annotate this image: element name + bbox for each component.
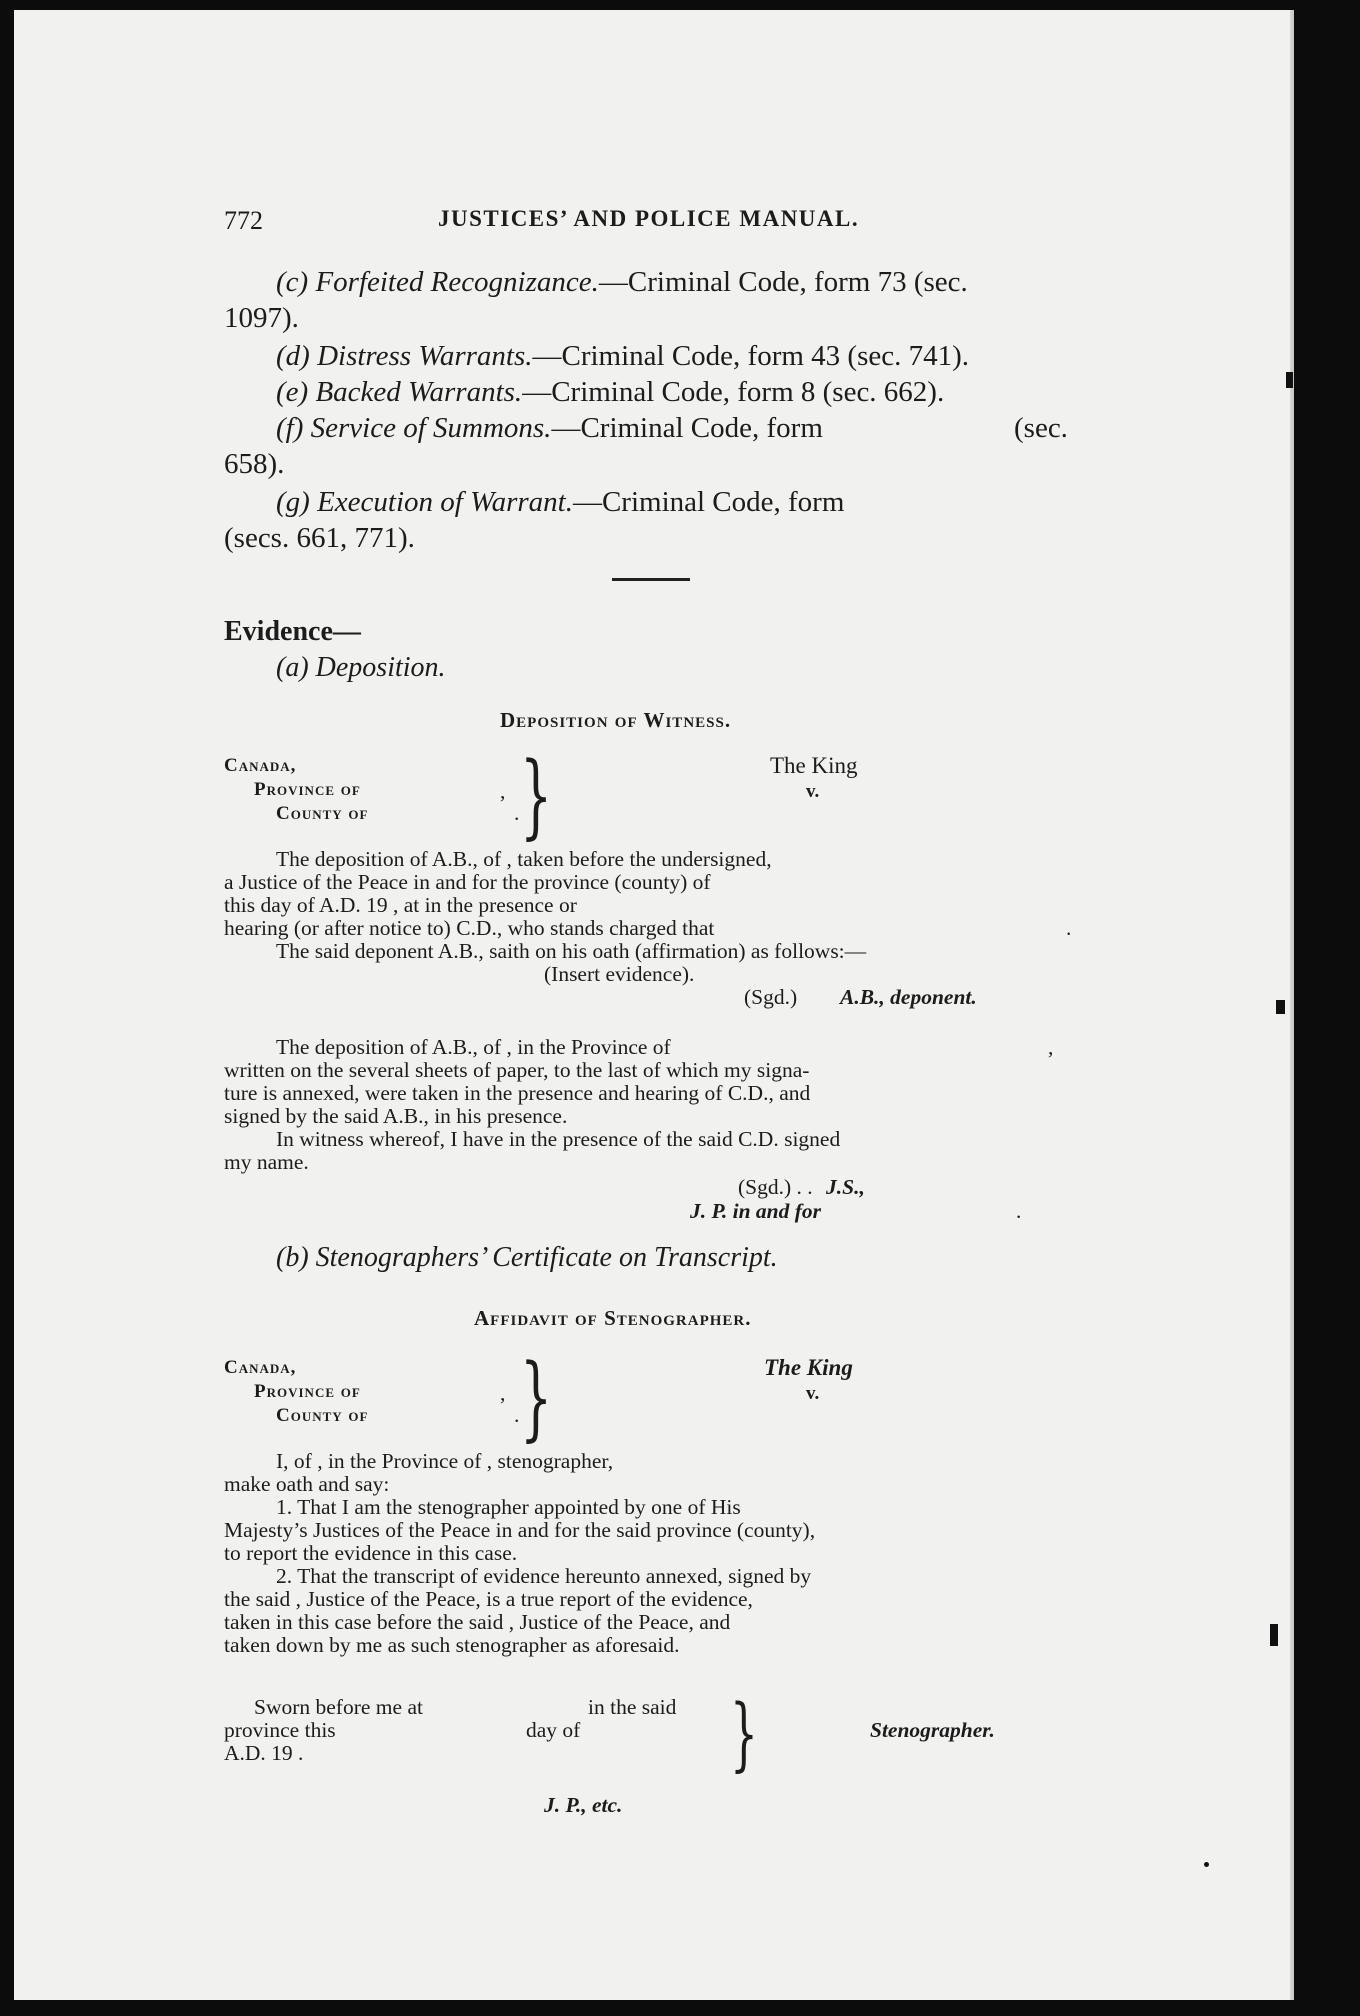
case-versus: v. [806,1383,820,1404]
venue-province: Province of [254,1381,361,1402]
jurat-line: A.D. 19 . [224,1741,304,1765]
form-title: Backed Warrants. [315,376,523,408]
sub-b: (b) Stenographers’ Certificate on Transcript. [276,1242,778,1273]
deposition-line: hearing (or after notice to) C.D., who stands charged that [224,916,715,940]
affidavit-line: make oath and say: [224,1472,390,1496]
justice-signature: J.S., [826,1175,865,1199]
form-c-continued: 1097). [224,302,299,334]
jurat-line: in the said [588,1695,677,1719]
form-e: (e) Backed Warrants.—Criminal Code, form 8 (sec. 662). [276,376,945,408]
ink-mark [1204,1862,1209,1867]
insert-evidence: (Insert evidence). [544,962,695,986]
ink-mark [1286,372,1293,388]
affidavit-line: I, of , in the Province of , stenographer, [276,1449,614,1473]
certificate-line: In witness whereof, I have in the presence of the said C.D. signed [276,1127,841,1151]
certificate-comma: , [1048,1035,1054,1059]
jurat-line: day of [526,1718,581,1742]
deposition-line: this day of A.D. 19 , at in the presence or [224,893,577,917]
venue-brace: } [520,1344,553,1451]
affidavit-line: Majesty’s Justices of the Peace in and for the said province (county), [224,1518,816,1542]
affidavit-line: to report the evidence in this case. [224,1541,518,1565]
venue-period: . [514,801,520,825]
venue-period: . [514,1403,520,1427]
ink-mark [1276,1000,1285,1014]
affidavit-line: the said , Justice of the Peace, is a true report of the evidence, [224,1587,753,1611]
form-title: Service of Summons. [310,412,552,444]
venue-comma: , [500,779,506,803]
venue-canada: Canada, [224,1357,297,1378]
affidavit-line: 1. That I am the stenographer appointed by one of His [276,1495,741,1519]
stenographer-signature: Stenographer. [870,1718,995,1742]
form-d: (d) Distress Warrants.—Criminal Code, form 43 (sec. 741). [276,340,970,372]
deposition-line: The said deponent A.B., saith on his oath (affirmation) as follows:— [276,939,867,963]
form-f: (f) Service of Summons.—Criminal Code, form [276,412,823,444]
jurat-brace: } [730,1687,758,1780]
affidavit-line: 2. That the transcript of evidence hereunto annexed, signed by [276,1564,812,1588]
deponent-signature: A.B., deponent. [840,985,977,1009]
page-number: 772 [224,206,263,235]
form-title: Execution of Warrant. [317,486,573,518]
certificate-line: The deposition of A.B., of , in the Province of [276,1035,671,1059]
page-edge [1290,10,1294,2000]
form-c: (c) Forfeited Recognizance.—Criminal Code, form 73 (sec. [276,266,968,298]
form-g-continued: (secs. 661, 771). [224,522,415,554]
certificate-line: my name. [224,1150,309,1174]
evidence-heading: Evidence— [224,616,361,647]
case-versus: v. [806,781,820,802]
venue-brace: } [520,742,553,849]
venue-canada: Canada, [224,755,297,776]
form-g: (g) Execution of Warrant.—Criminal Code, form [276,486,845,518]
running-title: JUSTICES’ AND POLICE MANUAL. [438,206,860,231]
jp-signature: J. P., etc. [544,1793,623,1817]
case-title: The King [764,1355,853,1380]
justice-period: . [1016,1199,1022,1223]
form-f-sec: (sec. [1014,412,1068,444]
affidavit-title: Affidavit of Stenographer. [474,1306,752,1330]
sub-a: (a) Deposition. [276,652,446,683]
venue-province: Province of [254,779,361,800]
affidavit-line: taken down by me as such stenographer as aforesaid. [224,1633,680,1657]
venue-county: County of [276,803,369,824]
justice-jurisdiction: J. P. in and for [690,1199,822,1223]
deposition-period: . [1066,916,1072,940]
form-title: Forfeited Recognizance. [315,266,599,298]
certificate-line: written on the several sheets of paper, to the last of which my signa- [224,1058,810,1082]
jurat-line: Sworn before me at [254,1695,423,1719]
case-title: The King [770,753,858,778]
section-divider [612,578,690,581]
deposition-line: The deposition of A.B., of , taken before the undersigned, [276,847,772,871]
certificate-line: ture is annexed, were taken in the presence and hearing of C.D., and [224,1081,811,1105]
form-f-continued: 658). [224,448,285,480]
affidavit-line: taken in this case before the said , Justice of the Peace, and [224,1610,731,1634]
signed-label: (Sgd.) . . [738,1175,813,1199]
form-title: Distress Warrants. [317,340,533,372]
venue-county: County of [276,1405,369,1426]
certificate-line: signed by the said A.B., in his presence. [224,1104,568,1128]
ink-mark [1270,1624,1278,1646]
deposition-title: Deposition of Witness. [500,708,732,732]
book-page [14,10,1294,2000]
signed-label: (Sgd.) [744,985,798,1009]
venue-comma: , [500,1381,506,1405]
deposition-line: a Justice of the Peace in and for the province (county) of [224,870,711,894]
jurat-line: province this [224,1718,336,1742]
